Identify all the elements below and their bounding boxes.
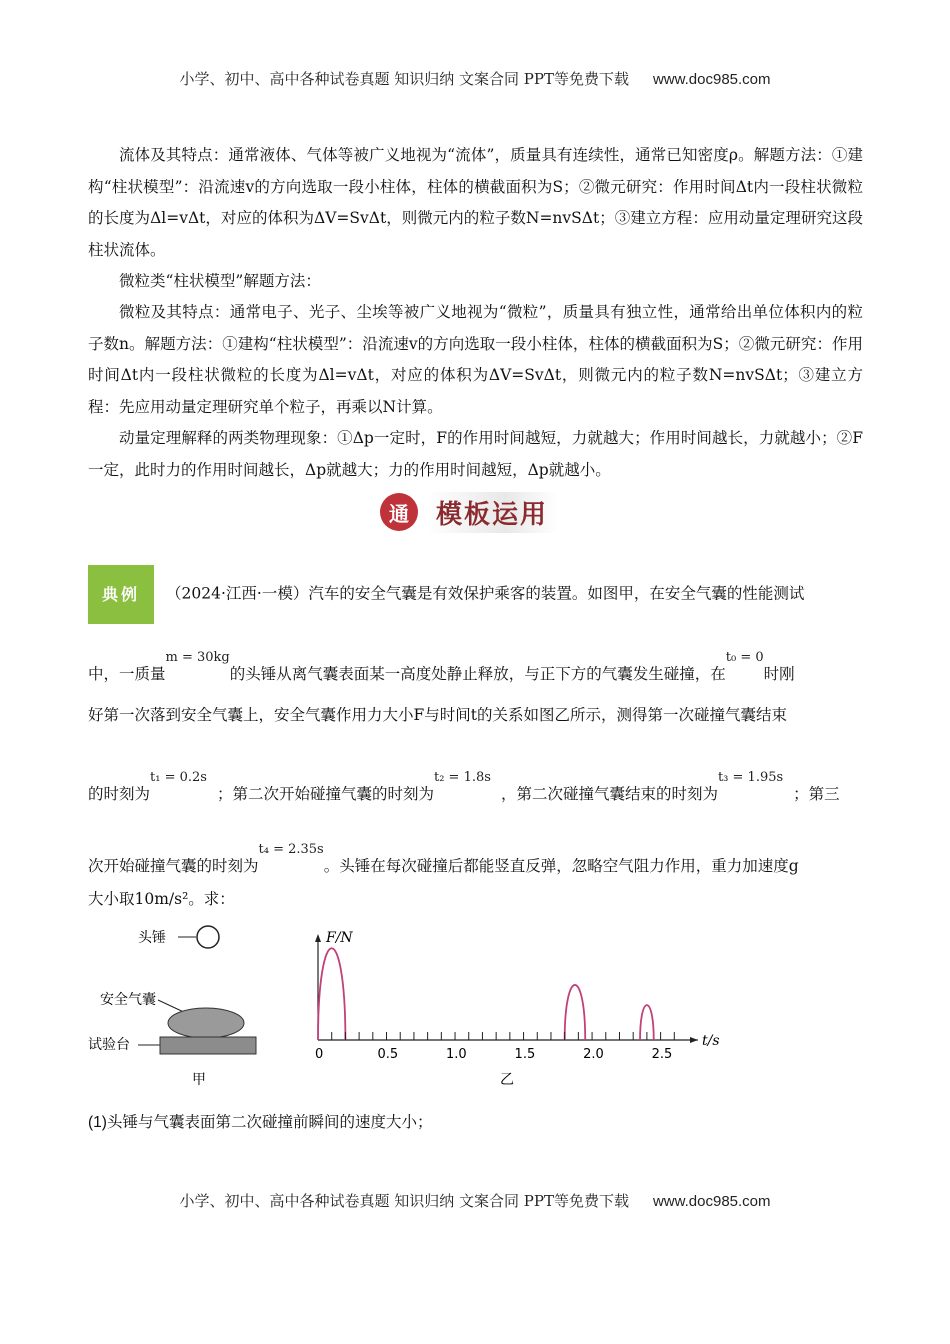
x-tick-label: 0.5	[377, 1047, 399, 1062]
x-tick-label: 2.5	[651, 1047, 673, 1062]
example-tag: 典例	[88, 565, 154, 624]
page-header	[0, 68, 950, 89]
paragraph-particle-title: 微粒类“柱状模型”解题方法：	[119, 272, 321, 290]
force-pulse-pulse-2	[565, 985, 586, 1040]
label-head: 头锤	[138, 930, 166, 946]
mass-formula: m = 30kg	[165, 650, 230, 665]
paragraph-particle: 微粒及其特点：通常电子、光子、尘埃等被广义地视为“微粒”，质量具有独立性，通常给出单位体积内的粒子数n。解题方法：①建构“柱状模型”：沿流速v的方向选取一段小柱体，柱体的横截面积为S；②微元研究：作用时间Δt内一段柱状微粒的长度为Δl=vΔt，对应的体积为ΔV=SvΔt，则微元内的粒子数N=nvSΔt；③建立方程：先应用动量定理研究单个粒子，再乘以N计算。	[88, 303, 863, 416]
template-banner	[380, 492, 570, 532]
airbag-shape	[168, 1008, 244, 1038]
t3-formula: t₃ = 1.95s	[717, 770, 784, 785]
header-text: 小学、初中、高中各种试卷真题 知识归纳 文案合同 PPT等免费下载	[179, 70, 629, 88]
footer-text: 小学、初中、高中各种试卷真题 知识归纳 文案合同 PPT等免费下载	[179, 1192, 629, 1210]
force-time-chart	[300, 922, 730, 1092]
figure-apparatus	[88, 922, 268, 1092]
example-line-4: 的时刻为$^{t_1 = 0.2s}$；第二次开始碰撞气囊的时刻为$^{t_2 = 1.8s}$，第二次碰撞气囊结束的时刻为$^{t_3 = 1.95s}$；第三	[88, 770, 840, 803]
example-line-5: 次开始碰撞气囊的时刻为$^{t_4 = 2.35s}$。头锤在每次碰撞后都能竖直反弹，忽略空气阻力作用，重力加速度g	[88, 842, 799, 875]
page-footer	[0, 1190, 950, 1211]
x-tick-label: 2.0	[583, 1047, 604, 1062]
head-hammer-icon	[197, 926, 219, 948]
x-tick-label: 1.0	[446, 1047, 467, 1062]
paragraph-phenomena: 动量定理解释的两类物理现象：①Δp一定时，F的作用时间越短，力就越大；作用时间越长，力就越小；②F一定，此时力的作用时间越长，Δp就越大；力的作用时间越短，Δp就越小。	[88, 429, 863, 479]
footer-url[interactable]: www.doc985.com	[652, 1193, 771, 1210]
example-line-6: 大小取10m/s²。求：	[88, 890, 235, 908]
caption-a: 甲	[192, 1072, 206, 1088]
force-pulse-pulse-1	[318, 948, 345, 1040]
x-axis-label: t/s	[702, 1033, 720, 1049]
y-axis-label: F/N	[326, 930, 353, 946]
example-line-3: 好第一次落到安全气囊上，安全气囊作用力大小F与时间t的关系如图乙所示，测得第一次碰撞气囊结束	[88, 706, 787, 724]
header-url[interactable]: www.doc985.com	[652, 71, 771, 88]
example-line-2: 中，一质量$^{m = 30kg}$的头锤从离气囊表面某一高度处静止释放，与正下方的气囊发生碰撞，在$^{t_0 = 0}$时刚	[88, 650, 795, 683]
seal-icon: 通	[380, 493, 418, 531]
t2-formula: t₂ = 1.8s	[433, 770, 491, 785]
x-tick-label: 1.5	[514, 1047, 536, 1062]
example-line-1: 典例 （2024·江西·一模）汽车的安全气囊是有效保护乘客的装置。如图甲，在安全气囊的性能测试	[88, 565, 863, 624]
y-axis-arrow	[315, 934, 321, 942]
test-table-shape	[160, 1037, 256, 1054]
paragraph-fluid: 流体及其特点：通常液体、气体等被广义地视为“流体”，质量具有连续性，通常已知密度ρ。解题方法：①建构“柱状模型”：沿流速v的方向选取一段小柱体，柱体的横截面积为S；②微元研究：作用时间Δt内一段柱状微粒的长度为Δl=vΔt，对应的体积为ΔV=SvΔt，则微元内的粒子数N=nvSΔt；③建立方程：应用动量定理研究这段柱状流体。	[88, 146, 863, 259]
label-bag: 安全气囊	[100, 992, 156, 1008]
banner-title: 模板运用	[426, 492, 558, 533]
t0-formula: t₀ = 0	[725, 650, 764, 665]
x-axis-arrow	[690, 1037, 698, 1043]
label-table: 试验台	[88, 1037, 130, 1053]
question-1: (1)头锤与气囊表面第二次碰撞前瞬间的速度大小；	[88, 1114, 433, 1131]
t1-formula: t₁ = 0.2s	[150, 770, 207, 785]
x-tick-label: 0	[315, 1047, 324, 1062]
t4-formula: t₄ = 2.35s	[258, 842, 324, 857]
caption-b: 乙	[500, 1072, 514, 1088]
